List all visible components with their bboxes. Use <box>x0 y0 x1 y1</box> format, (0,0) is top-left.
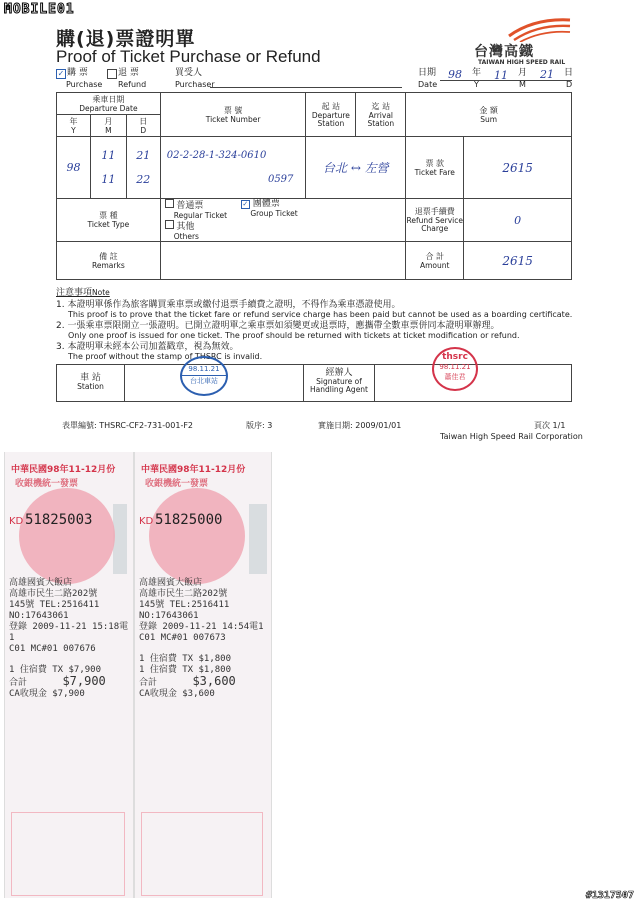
date-underline <box>440 80 572 81</box>
departure-station-header: 起 站 Departure Station <box>306 93 356 137</box>
fare-value: 2615 <box>464 137 572 199</box>
day-col-header: 日 D <box>126 115 160 137</box>
purchaser-field[interactable] <box>210 87 402 88</box>
ticket-numbers: 02-2-28-1-324-0610 0597 <box>160 137 306 199</box>
ticket-type-options <box>160 199 406 242</box>
company-name: Taiwan High Speed Rail Corporation <box>440 432 583 441</box>
thsr-logo <box>470 14 580 66</box>
receipt-2 <box>134 452 272 898</box>
note-2-en: Only one proof is issued for one ticket. The proof should be returned with tickets at ticket modification or refund. <box>68 331 520 340</box>
ticket-number-header: 票 號 Ticket Number <box>160 93 306 137</box>
note-1-en: This proof is to prove that the ticket fare or refund service charge has been paid but cannot be used as a boarding certificate. <box>68 310 573 319</box>
row-day: 21 22 <box>126 137 160 199</box>
date-day-value: 21 <box>540 68 554 81</box>
ticket-type-label: 票 種 Ticket Type <box>57 199 161 242</box>
date-y-label: 年 <box>472 68 482 78</box>
notes-title: 注意事項Note <box>56 288 110 298</box>
month-col-header: 月 M <box>90 115 126 137</box>
receipt-1 <box>4 452 134 898</box>
receipt-1-number: 51825003 <box>25 512 93 528</box>
ticket-form-table <box>56 92 572 280</box>
thsr-logo-icon <box>504 14 574 42</box>
departure-date-header: 乘車日期 Departure Date <box>57 93 161 115</box>
date-m-en: M <box>519 80 526 89</box>
receipt-2-header: 中華民國98年11-12月份 <box>141 465 246 475</box>
notes-section <box>56 288 576 361</box>
receipt-1-subheader: 收銀機統一發票 <box>15 479 79 489</box>
sum-header: 金 額 Sum <box>406 93 572 137</box>
remarks-field[interactable] <box>160 242 406 280</box>
note-3-en: The proof without the stamp of THSRC is invalid. <box>68 352 263 361</box>
receipt-2-number: 51825000 <box>155 512 223 528</box>
receipt-1-seal <box>19 488 115 584</box>
receipt-2-shadow <box>249 504 267 574</box>
logo-en: TAIWAN HIGH SPEED RAIL <box>478 59 566 66</box>
date-label: 日期 <box>418 68 437 78</box>
route-value: 台北 ↔ 左營 <box>306 137 406 199</box>
purchase-checkbox[interactable]: ✓ <box>57 69 65 78</box>
form-version: 版序: 3 <box>246 421 273 430</box>
purchase-label-en: Purchase <box>66 80 103 89</box>
agent-stamp: thsrc 98.11.21 蕭佳君 <box>432 347 478 391</box>
purchase-label: 購 票 <box>67 68 88 78</box>
agent-label: 經辦人 Signature of Handling Agent <box>303 365 375 401</box>
regular-ticket-option[interactable]: 普通票 Regular Ticket <box>165 199 239 220</box>
effective-date: 實施日期: 2009/01/01 <box>318 421 402 430</box>
date-y-en: Y <box>474 80 479 89</box>
row-month: 11 11 <box>90 137 126 199</box>
receipt-2-prefix: KD <box>139 516 154 527</box>
row-year: 98 <box>57 137 91 199</box>
receipt-2-body: 高雄國賓大飯店 高雄市民生二路202號 145號 TEL:2516411 NO:17643061 登錄 2009-11-21 14:54電1 C01 MC#01 007673 1 住宿費 TX $1,800 1 住宿費 TX $1,800 合計 $3,600 CA收現金 $3,600 <box>139 578 264 699</box>
note-1-cn: 1. 本證明單係作為旅客購買乘車票或繳付退票手續費之證明，不得作為乘車憑證使用。 <box>56 300 401 310</box>
station-label: 車 站 Station <box>57 365 125 401</box>
date-label-en: Date <box>418 80 438 89</box>
station-row <box>56 364 572 402</box>
purchaser-label: 買受人 <box>175 68 203 78</box>
refund-checkbox[interactable] <box>107 69 117 79</box>
refund-label: 退 票 <box>118 68 139 78</box>
receipt-1-bottom-form <box>11 812 125 896</box>
receipt-2-seal <box>149 488 245 584</box>
year-col-header: 年 Y <box>57 115 91 137</box>
mobile01-watermark: MOBILE01 <box>4 2 75 17</box>
total-label: 合 計 Amount <box>406 242 464 280</box>
date-d-en: D <box>566 80 573 89</box>
receipt-2-bottom-form <box>141 812 263 896</box>
title-en: Proof of Ticket Purchase or Refund <box>56 47 321 66</box>
station-stamp: 98.11.21 台北車站 <box>180 356 228 396</box>
receipt-2-subheader: 收銀機統一發票 <box>145 479 209 489</box>
date-m-label: 月 <box>518 68 528 78</box>
form-number: 表單編號: THSRC-CF2-731-001-F2 <box>62 421 194 430</box>
purchaser-label-en: Purchaser <box>175 80 215 89</box>
total-value: 2615 <box>464 242 572 280</box>
receipt-1-body: 高雄國賓大飯店 高雄市民生二路202號 145號 TEL:2516411 NO:17643061 登錄 2009-11-21 15:18電1 C01 MC#01 007676 1 住宿費 TX $7,900 合計 $7,900 CA收現金 $7,900 <box>9 578 129 699</box>
page-number: 頁次 1/1 <box>534 421 566 430</box>
receipt-1-header: 中華民國98年11-12月份 <box>11 465 116 475</box>
group-ticket-option[interactable]: ✓ 團體票 Group Ticket <box>242 199 298 218</box>
refund-fee-label: 退票手續費 Refund Service Charge <box>406 199 464 242</box>
refund-label-en: Refund <box>118 80 147 89</box>
date-d-label: 日 <box>564 68 574 78</box>
date-year-value: 98 <box>448 68 462 81</box>
post-id-watermark: #1317507 <box>585 890 634 901</box>
refund-fee-value: 0 <box>464 199 572 242</box>
arrival-station-header: 迄 站 Arrival Station <box>356 93 406 137</box>
title-cn: 購(退)票證明單 <box>56 28 196 50</box>
note-3-cn: 3. 本證明單未經本公司加蓋戳章，視為無效。 <box>56 342 239 352</box>
note-2-cn: 2. 一張乘車票限開立一張證明。已開立證明單之乘車票如須變更或退票時，應攜帶全數車票併同本證明單辦理。 <box>56 321 500 331</box>
others-ticket-option[interactable]: 其他 Others <box>165 220 259 241</box>
logo-cn: 台灣高鐵 <box>474 44 534 60</box>
date-month-value: 11 <box>494 69 508 82</box>
receipt-1-shadow <box>113 504 127 574</box>
remarks-label: 備 註 Remarks <box>57 242 161 280</box>
receipt-1-prefix: KD <box>9 516 24 527</box>
fare-label: 票 款 Ticket Fare <box>406 137 464 199</box>
